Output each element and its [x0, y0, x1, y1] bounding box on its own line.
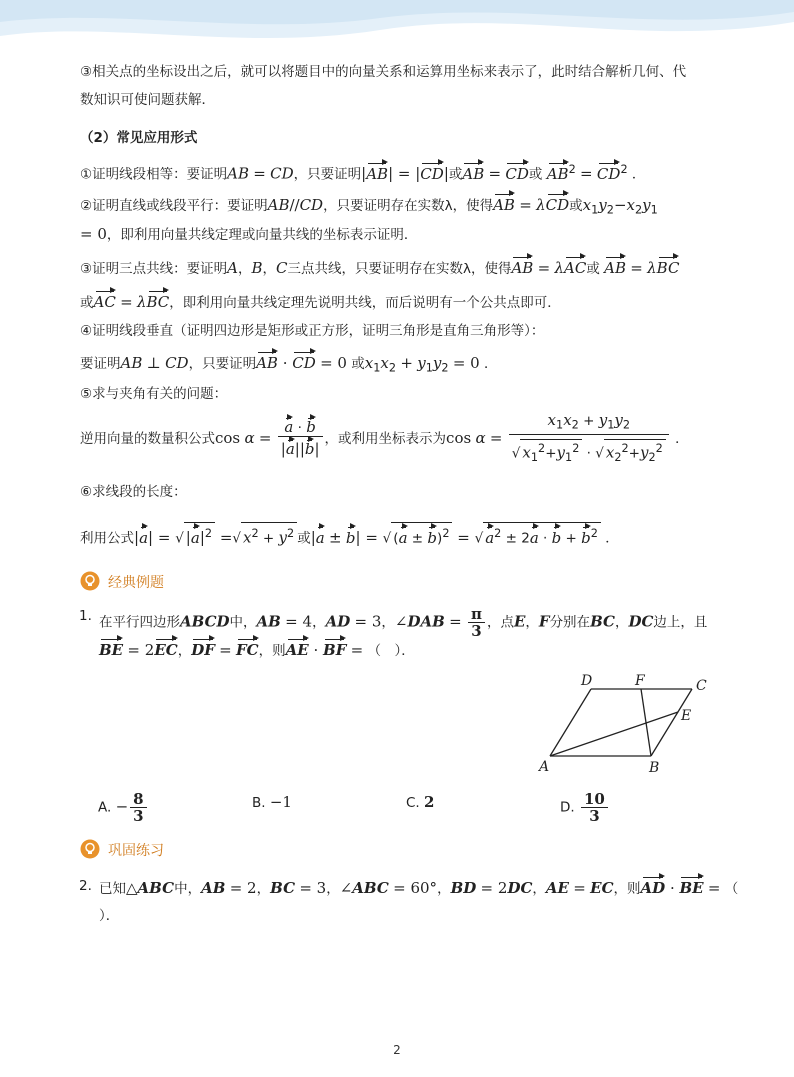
formula-line-2b: = 0，即利用向量共线定理或向量共线的坐标表示证明． — [80, 225, 418, 243]
formula-line-3b: 或AC = λBC，即利用向量共线定理先说明共线，而后说明有一个公共点即可． — [80, 293, 561, 311]
question-2-line-1: 已知△ABC中，AB = 2，BC = 3，∠ABC = 60°，BD = 2DC，AE = EC，则AD · BE = （ — [99, 879, 739, 897]
lightbulb-icon — [80, 571, 100, 591]
option-a[interactable]: A. − $\frac{8}{3}$ — [98, 791, 149, 824]
label-b: B — [649, 760, 660, 776]
paragraph-line: 数知识可使问题获解． — [80, 92, 215, 108]
formula-line-1: ①证明线段相等：要证明AB = CD，只要证明|AB| = |CD|或AB = CD或 $AB^2 = CD^2$ ． — [80, 163, 646, 183]
formula-line-5: ⑤求与夹角有关的问题： — [80, 386, 228, 402]
header-wave-decoration — [0, 0, 794, 70]
question-2-line-2: ）． — [99, 908, 120, 924]
formula-line-2: ②证明直线或线段平行：要证明AB//CD，只要证明存在实数λ，使得AB = λCD或$x_1y_2-x_2y_1$ — [80, 196, 658, 217]
formula-line-4b: 要证明AB ⊥ CD，只要证明AB · CD = 0 或$x_1x_2 + y_1y_2 = 0$ ． — [80, 354, 498, 375]
formula-line-4: ④证明线段垂直（证明四边形是矩形或正方形，证明三角形是直角三角形等）： — [80, 323, 545, 339]
question-1-line-1: 在平行四边形ABCD中，AB = 4，AD = 3，∠DAB = $\frac{\pi}{3}$ ，点E，F分别在BC，DC边上，且 — [99, 605, 708, 640]
formula-line-6b: 利用公式|a| = √ $|a|^2$ =√ $x^2 + y^2$ 或|a ± b| = √ $(a \pm b)^2$ = √ $a^2 \pm 2a \cdot b + b^2$ ． — [80, 522, 619, 549]
lightbulb-icon — [80, 839, 100, 859]
formula-line-3: ③证明三点共线：要证明A，B，C三点共线，只要证明存在实数λ，使得AB = λAC或 AB = λBC — [80, 259, 680, 277]
section-title-examples: 经典例题 — [108, 575, 164, 591]
option-d[interactable]: D. $\frac{10}{3}$ — [560, 791, 610, 824]
segment-ae — [550, 712, 678, 756]
subheading: （2）常见应用形式 — [80, 130, 198, 146]
question-number: 1. — [79, 608, 92, 624]
label-d: D — [581, 673, 593, 689]
question-number: 2. — [79, 878, 92, 894]
parallelogram-diagram — [535, 670, 715, 780]
section-title-practice: 巩固练习 — [108, 843, 164, 859]
label-a: A — [539, 759, 550, 775]
formula-line-5b: 逆用向量的数量积公式cos α = $\frac{a \cdot b}{|a||b|}$ ，或利用坐标表示为cos α = $\frac{x_1x_2 + y_1y_2}{√ x_1^2+y_1^2 \cdot √ x_2^2+y_2^2}$ ． — [80, 411, 689, 464]
formula-line-6: ⑥求线段的长度： — [80, 484, 187, 500]
page-number: 2 — [393, 1043, 401, 1057]
edge-da — [550, 689, 591, 756]
label-c: C — [696, 678, 707, 694]
option-b[interactable]: B. −1 — [252, 793, 292, 811]
question-1-line-2: BE = 2EC，DF = FC，则AE · BF = （ ）． — [99, 641, 415, 659]
segment-bf — [641, 689, 651, 756]
label-f: F — [635, 673, 645, 689]
paragraph-line: ③相关点的坐标设出之后，就可以将题目中的向量关系和运算用坐标来表示了，此时结合解析几何、代 — [80, 64, 687, 80]
option-c[interactable]: C. 2 — [406, 793, 435, 811]
label-e: E — [681, 708, 692, 724]
